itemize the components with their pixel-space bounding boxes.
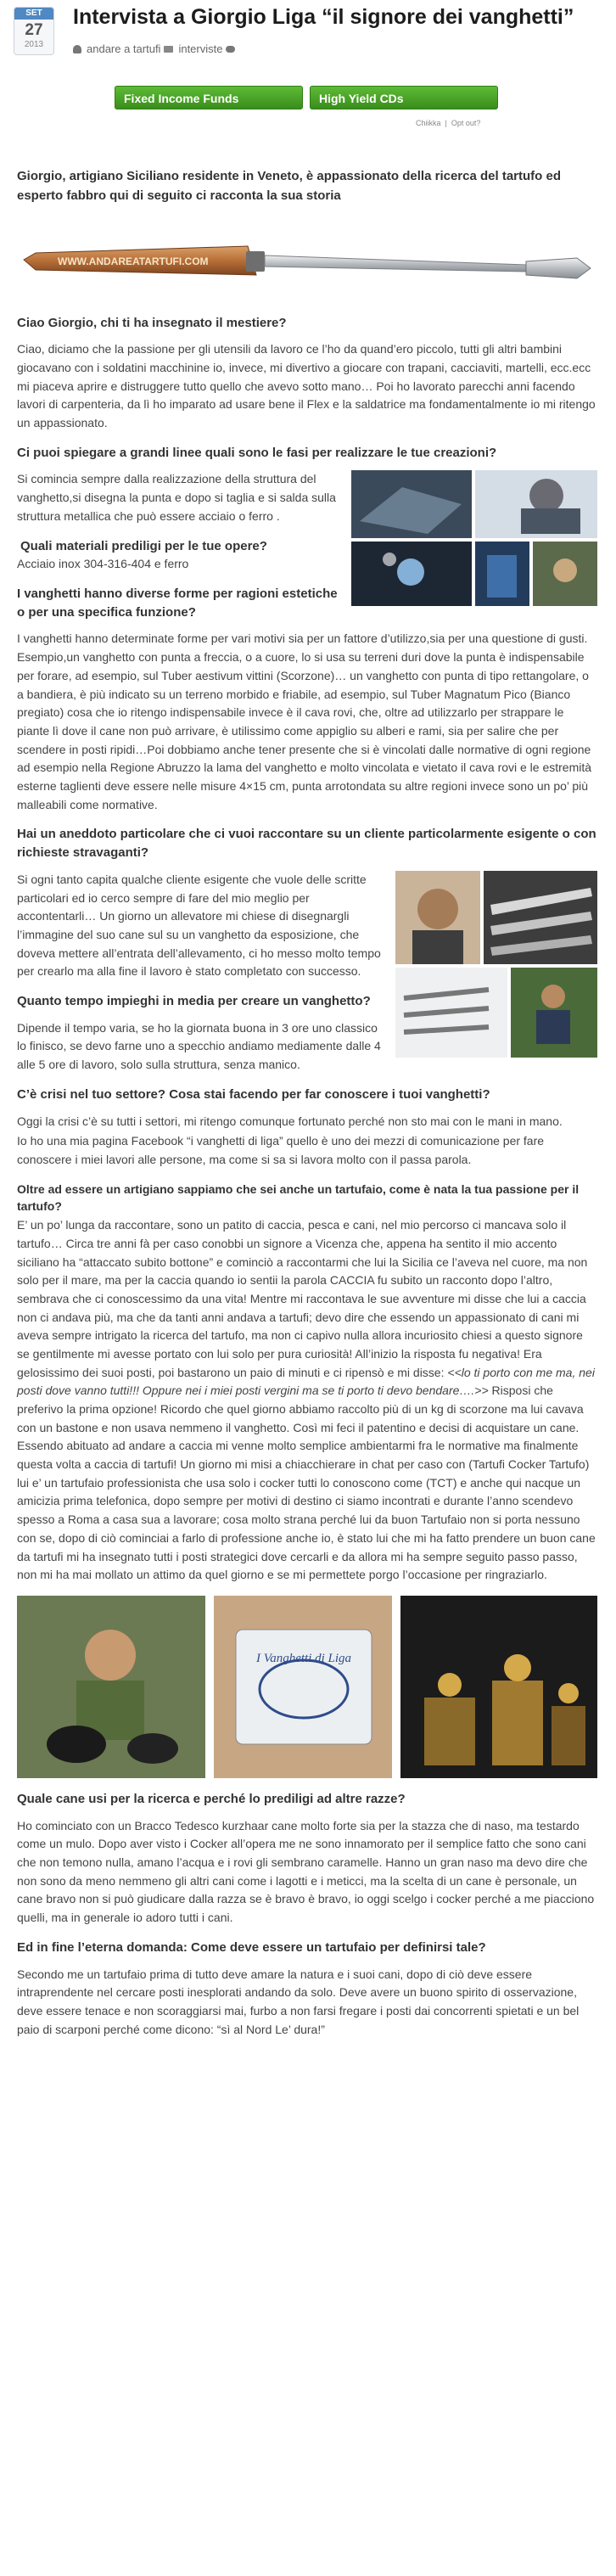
category-link[interactable]: interviste [178,42,223,55]
question-7: C’è crisi nel tuo settore? Cosa stai facendo per far conoscere i tuoi vanghetti? [17,1086,490,1102]
question-10: Ed in fine l’eterna domanda: Come deve essere un tartufaio per definirsi tale? [17,1939,486,1955]
custom-vanghetti-photo-collage [395,871,597,1058]
question-3: Quali materiali prediligi per le tue opere? [20,538,267,553]
question-2: Ci puoi spiegare a grandi linee quali sono le fasi per realizzare le tue creazioni? [17,445,497,460]
post-title[interactable]: Intervista a Giorgio Liga “il signore dei vanghetti” [73,5,574,29]
answer-2: Si comincia sempre dalla realizzazione della struttura del vanghetto,si disegna la punta e dopo si taglia e si salda sulla struttura metallica che può essere acciaio o ferro . [17,472,336,523]
answer-10: Secondo me un tartufaio prima di tutto deve amare la natura e i suoi cani, dopo di ciò deve essere intraprendente nel cercare posti inesplorati andando da solo. Deve avere un buono spirito di osservazione, deve essere tenace e non scoraggiarsi mai, furbo a non farsi fregare i posti dai concorrenti spietati e un bel paio di scarponi perché come dicono: “sì al Nord Le’ dura!” [17,1967,580,2036]
folder-icon [164,46,173,53]
answer-8-quote: <<lo ti porto con me ma, nei posti dove vanno tutti!!! Oppure nei i miei posti vergini ma se ti porto ti devo bendare….>> [17,1365,595,1398]
article-body [17,166,597,2050]
article-lead: Giorgio, artigiano Siciliano residente in Veneto, è appassionato della ricerca del tartufo ed esperto fabbro qui di seguito ci racconta la sua storia [17,169,561,204]
ad-fixed-income-funds-button[interactable]: Fixed Income Funds [115,86,303,109]
answer-8-start: E’ un po’ lunga da raccontare, sono un patito di caccia, pesca e cani, nel mio percorso ci mancava solo il tartufo… Circa tre anni fà per caso conobbi un signore a Vicenza che, appena ha sentito il mio accento siciliano ha “attaccato subito bottone” e cominciò a raccontarmi che lui la Sicilia ce l’aveva nel cuore, ma non solo per il mare, ma per la caccia quando io sentii la parola CACCIA fu subito un racconto dopo l’altro, sembrava che ci conoscessimo da una vita! Mentre mi raccontava le sue avventure mi disse che lui a caccia non ci andava più, ma che da tanti anni andava a tartufi; devo dire che essendo un appassionato di cani mi aveva sempre intrigato la ricerca del tartufo, ma non ci capivo nulla allora incuriosito chiesi a questo signore se gentilmente mi avesse portato con lui solo per pura curiosità! All’inizio la risposta fu negativa! Era gelosissimo dei suoi posti, poi bastarono un paio di minuti e ci ripensò e mi disse: [17,1218,588,1379]
answer-5: Si ogni tanto capita qualche cliente esigente che vuole delle scritte particolari ed io cerco sempre di fare del mio meglio per accontentarli… Un giorno un allevatore mi chiese di disegnargli l’immagine del suo cane sul su un vanghetto da esposizione, che doveva mettere all’entrata dell’allevamento, ci ho messo molto tempo per crearlo ma alla fine il lavoro è stato completato con successo. [17,872,381,979]
answer-7b: Io ho una mia pagina Facebook “i vanghetti di liga” quello è uno dei mezzi di comunicazione per fare conoscere i miei lavori alle persone, ma come si sa si lavora molto con il passa parola. [17,1134,545,1166]
ad-opt-out-link[interactable]: Opt out? [451,119,481,127]
ad-choices-link[interactable]: Chiikka [416,119,441,127]
ad-high-yield-cds-button[interactable]: High Yield CDs [310,86,498,109]
post-date-badge [14,7,54,55]
answer-1: Ciao, diciamo che la passione per gli utensili da lavoro ce l’ho da quand’ero piccolo, tutti gli altri bambini giocavano con i soldatini macchinine io, invece, mi divertivo a giocare con trapani, cacciaviti, martelli, ecc.ecc mi piaceva aprire e distruggere tutto quello che avevo sotto mano… Poi ho lavorato parecchi anni facendo lavori di carpenteria, da lì ho imparato ad usare bene il Flex e la saldatrice ma fondamentalmente io mi ritengo un appassionato. [17,342,596,429]
post-date-day: 27 [25,21,43,39]
author-icon [73,45,81,53]
answer-8-end: Risposi che preferivo la prima opzione! Ricordo che quel giorno abbiamo raccolto più di un kg di scorzone ma lui cavava con un bastone e non usava nemmeno il vanghetto. Così mi feci il patentino e decisi di acquistare un cane. Essendo abituato ad andare a caccia mi venne molto semplice ambientarmi fra le normative ma finalmente questa volta a caccia di tartufi! Un giorno mi misi a chiacchierare in chat per caso con (Tartufi Cocker Tartufo) lui e’ un tartufaio professionista che usa solo i cocker tutti lo conoscono come (TCT) e anche qui nacque un amicizia prima telefonica, dopo sempre per motivi di destino ci siamo incontrati e durante l’anno scendevo spesso a Roma a casa sua a lavorare; cosa molto strana perché lui da buon Tartufaio non si porta nessuno con se, dopo di ciò cominciai a farlo di professione anche io, è stato lui che mi ha fatto prendere un buon cane da tartufi mi ha insegnato tutti i posti strategici dove cercarli e da allora mi ha sempre seguito passo passo, non mi ha mai mollato un attimo da quel giorno e se mi permettete porgo l’occasione per ringraziarlo. [17,1383,596,1582]
author-link[interactable]: andare a tartufi [87,42,161,55]
question-9: Quale cane usi per la ricerca e perché lo prediligi ad altre razze? [17,1791,406,1806]
answer-8 [17,1216,597,1585]
post-date-month: SET [14,8,53,20]
workshop-photo-collage [351,470,597,606]
question-5: Hai un aneddoto particolare che ci vuoi raccontare su un cliente particolarmente esigente o con richieste stravaganti? [17,827,596,861]
ad-choices: Chiikka | Opt out? [416,119,481,127]
question-1: Ciao Giorgio, chi ti ha insegnato il mestiere? [17,315,287,330]
comment-bubble-icon[interactable] [226,46,235,53]
answer-7a: Oggi la crisi c’è su tutti i settori, mi ritengo comunque fortunato perché non sto mai con le mani in mano. [17,1114,563,1128]
answer-9: Ho cominciato con un Bracco Tedesco kurzhaar cane molto forte sia per la stazza che di naso, ma testardo come un mulo. Dopo aver visto i Cocker all’opera me ne sono innamorato per il semplice fatto che sono cani che non temono nulla, amano l’acqua e i rovi gli sembrano caramelle. Hanno un gran naso ma devo dire che non sono da meno nemmeno gli altri cani come i lagotti e i meticci, ma la scelta di un cane è personale, un cane bravo non si può giudicare dalla razza se è bravo è bravo, io oggi scelgo i cocker perché a me piacciono quelli, ma in generale io adoro tutti i cani. [17,1818,595,1925]
answer-6: Dipende il tempo varia, se ho la giornata buona in 3 ore uno classico lo finisco, se devo farne uno a specchio andiamo mediamente dalle 4 alle 5 ore di lavoro, solo sulla struttura, senza manico. [17,1020,381,1072]
question-8: Oltre ad essere un artigiano sappiamo che sei anche un tartufaio, come è nata la tua passione per il tartufo? [17,1181,580,1213]
blade-engraving-text: I Vanghetti di Liga [255,1651,352,1665]
question-6: Quanto tempo impieghi in media per creare un vanghetto? [17,993,371,1008]
post-meta [73,41,235,58]
bottom-photo-row [17,1596,597,1778]
post-date-year: 2013 [24,40,44,49]
banner-logo-text: WWW.ANDAREATARTUFI.COM [58,255,209,267]
answer-3: Acciaio inox 304-316-404 e ferro [17,557,189,571]
vanghetto-banner-image [17,216,597,311]
question-4: I vanghetti hanno diverse forme per ragioni estetiche o per una specifica funzione? [17,586,338,620]
answer-4: I vanghetti hanno determinate forme per vari motivi sia per un fattore d’utilizzo,sia per una questione di gusti. Esempio,un vanghetto con punta a freccia, o a cuore, lo si usa su terreni duri dove la punta è indispensabile per forare, ad esempio, sul Tuber aestivum vittini (Scorzone)… un vanghetto con punta di tipo rettangolare, o a bandiera, è più indicato su un terreno morbido e friabile, ad esempio, sul Tuber Magnatum Pico (Bianco pregiato) cosa che io ritengo indispensabile invece è il cava rovi, che, oltre ad utilizzarlo per strappare le piante lì dove il cane non può arrivare, è utilissimo come appiglio su alberi e rami, sia per salire che per scendere in posti ripidi…Poi dobbiamo anche tener presente che si è vincolati dalle normative di ogni regione ad esempio nella Regione Abruzzo la lama del vanghetto e molto vincolata e vietato il cava rovi e le estremità esterne taglienti deve essere nelle misure 4×15 cm, punta arrotondata su altre regioni invece sono un po’ più malleabili come normative. [17,631,592,811]
